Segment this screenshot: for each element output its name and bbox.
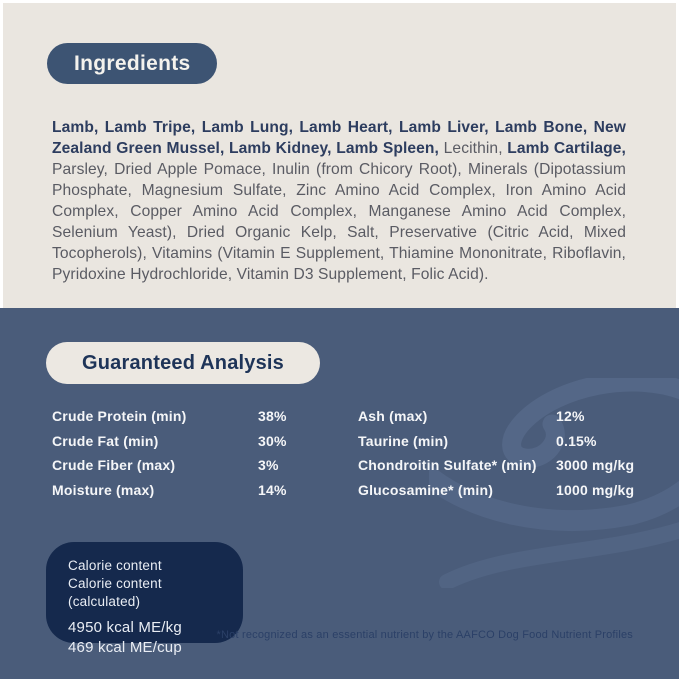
nutrient-value: 0.15% bbox=[556, 432, 597, 449]
nutrient-label: Moisture (max) bbox=[52, 481, 155, 498]
nutrient-value: 38% bbox=[258, 408, 287, 425]
spacer bbox=[68, 611, 233, 618]
nutrient-value: 1000 mg/kg bbox=[556, 481, 635, 498]
calorie-content-title: Calorie content bbox=[68, 558, 162, 573]
nutrient-label: Taurine (min) bbox=[358, 432, 449, 449]
analysis-row bbox=[52, 478, 352, 503]
analysis-row bbox=[52, 404, 352, 429]
nutrient-value: 3% bbox=[258, 457, 279, 474]
analysis-row bbox=[358, 478, 658, 503]
ingredients-paragraph bbox=[52, 117, 626, 285]
nutrient-value: 30% bbox=[258, 432, 287, 449]
nutrient-label: Chondroitin Sulfate* (min) bbox=[358, 457, 537, 474]
ingredients-segment-bold: Lamb, Lamb Tripe, Lamb Lung, Lamb Heart, Lamb Liver, Lamb Bone, New Zealand Green Mussel, Lamb Kidney, Lamb Spleen, bbox=[52, 118, 626, 157]
nutrient-value: 14% bbox=[258, 481, 287, 498]
nutrient-value: 3000 mg/kg bbox=[556, 457, 635, 474]
calorie-kcal-per-kg: 4950 kcal ME/kg bbox=[68, 619, 182, 636]
nutrient-label: Crude Protein (min) bbox=[52, 408, 187, 425]
guaranteed-analysis-section bbox=[0, 308, 679, 679]
ingredients-section bbox=[3, 3, 676, 308]
analysis-row bbox=[52, 429, 352, 454]
nutrient-label: Crude Fat (min) bbox=[52, 432, 159, 449]
analysis-row bbox=[358, 453, 658, 478]
nutrient-value: 12% bbox=[556, 408, 585, 425]
calorie-content-subtitle: Calorie content (calculated) bbox=[68, 576, 162, 609]
ingredients-segment-regular: Lecithin, bbox=[439, 139, 508, 157]
analysis-row bbox=[358, 404, 658, 429]
guaranteed-analysis-header-pill bbox=[46, 342, 320, 384]
analysis-column-right bbox=[358, 404, 658, 502]
analysis-row bbox=[358, 429, 658, 454]
nutrient-label: Crude Fiber (max) bbox=[52, 457, 176, 474]
aafco-footnote: *Not recognized as an essential nutrient by the AAFCO Dog Food Nutrient Profiles bbox=[216, 629, 633, 641]
calorie-kcal-per-cup: 469 kcal ME/cup bbox=[68, 639, 182, 656]
analysis-row bbox=[52, 453, 352, 478]
ingredients-header-pill bbox=[47, 43, 217, 84]
ingredients-segment-regular: Parsley, Dried Apple Pomace, Inulin (from Chicory Root), Minerals (Dipotassium Phosphate, Magnesium Sulfate, Zinc Amino Acid Complex, Iron Amino Acid Complex, Copper Amino Acid Complex, Manganese Amino Acid Complex, Selenium Yeast), Dried Organic Kelp, Salt, Preservative (Citric Acid, Mixed Tocopherols), Vitamins (Vitamin E Supplement, Thiamine Mononitrate, Riboflavin, Pyridoxine Hydrochloride, Vitamin D3 Supplement, Folic Acid). bbox=[52, 160, 626, 283]
ingredients-segment-bold: Lamb Cartilage, bbox=[507, 139, 626, 157]
analysis-column-left bbox=[52, 404, 352, 502]
nutrient-label: Ash (max) bbox=[358, 408, 428, 425]
ingredients-header-label: Ingredients bbox=[74, 51, 191, 75]
calorie-content-box bbox=[46, 542, 243, 656]
nutrient-label: Glucosamine* (min) bbox=[358, 481, 494, 498]
guaranteed-analysis-header-label: Guaranteed Analysis bbox=[81, 351, 285, 374]
